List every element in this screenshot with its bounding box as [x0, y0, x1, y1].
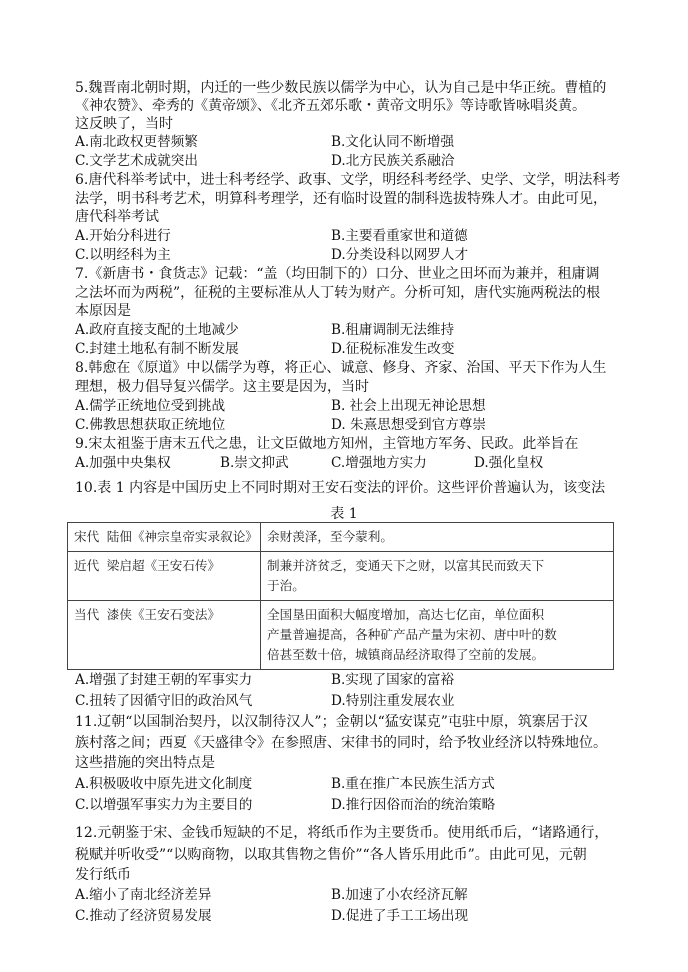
q12-option-a: A.缩小了南北经济差异 — [75, 887, 212, 903]
q6-stem-line-3: 唐代科举考试 — [75, 209, 159, 225]
q10-option-d: D.特别注重发展农业 — [331, 693, 455, 709]
q7-stem-line-3: 本原因是 — [75, 303, 131, 319]
q11-stem-line-2: 族村落之间；西夏《天盛律令》在参照唐、宋律书的同时，给予牧业经济以特殊地位。 — [75, 735, 607, 751]
q8-option-b: B. 社会上出现无神论思想 — [331, 398, 486, 414]
q7-option-d: D.征税标准发生改变 — [331, 341, 455, 357]
q10-stem-line-1: 10.表 1 内容是中国历史上不同时期对王安石变法的评价。这些评价普遍认为，该变法 — [75, 480, 606, 496]
q9-option-b: B.崇文抑武 — [220, 455, 289, 471]
table-row — [68, 523, 614, 552]
q8-option-d: D. 朱熹思想受到官方尊崇 — [331, 417, 486, 433]
q8-option-c: C.佛教思想获取正统地位 — [75, 417, 226, 433]
table-cell-source: 近代 梁启超《王安石传》 — [68, 552, 261, 601]
q5-stem-line-2: 《神农赞》、牵秀的《黄帝颂》、《北齐五郊乐歌・黄帝文明乐》等诗歌皆咏唱炎黄。 — [75, 98, 586, 114]
q9-option-d: D.强化皇权 — [474, 455, 544, 471]
q6-stem-line-1: 6.唐代科举考试中，进士科考经学、政事、文学，明经科考经学、史学、文学，明法科考 — [75, 172, 621, 188]
q11-stem-line-3: 这些措施的突出特点是 — [75, 755, 215, 771]
table-cell-source: 宋代 陆佃《神宗皇帝实录叙论》 — [68, 523, 261, 552]
q11-stem-line-1: 11.辽朝“以国制治契丹，以汉制待汉人”；金朝以“猛安谋克”屯驻中原，筑寨居于汉 — [75, 714, 588, 730]
q7-option-c: C.封建土地私有制不断发展 — [75, 341, 239, 357]
q8-stem-line-2: 理想，极力倡导复兴儒学。这主要是因为，当时 — [75, 379, 369, 395]
table-cell-text — [261, 601, 614, 670]
q11-option-b: B.重在推广本民族生活方式 — [331, 776, 495, 792]
table-row — [68, 552, 614, 601]
q10-option-a: A.增强了封建王朝的军事实力 — [75, 672, 253, 688]
table-row — [68, 601, 614, 670]
q12-stem-line-2: 税赋并听收受”“以购商物，以取其售物之售价”“各人皆乐用此币”。由此可见，元朝 — [75, 847, 587, 863]
table-cell-text-line: 于治。 — [267, 578, 305, 593]
table-cell-text-line: 产量普遍提高，各种矿产品产量为宋初、唐中叶的数 — [267, 627, 557, 642]
q12-option-b: B.加速了小农经济瓦解 — [331, 887, 468, 903]
evaluation-table — [67, 522, 614, 670]
q8-stem-line-1: 8.韩愈在《原道》中以儒学为尊，将正心、诚意、修身、齐家、治国、平天下作为人生 — [75, 360, 607, 376]
q6-option-c: C.以明经科为主 — [75, 247, 171, 263]
q11-option-a: A.积极吸收中原先进文化制度 — [75, 776, 253, 792]
table-caption: 表 1 — [330, 506, 358, 522]
q9-option-c: C.增强地方实力 — [331, 455, 427, 471]
q8-option-a: A.儒学正统地位受到挑战 — [75, 398, 226, 414]
q11-option-c: C.以增强军事实力为主要目的 — [75, 797, 253, 813]
q9-option-a: A.加强中央集权 — [75, 455, 171, 471]
table-cell-text — [261, 552, 614, 601]
table-cell-text-line: 全国垦田面积大幅度增加，高达七亿亩，单位面积 — [267, 607, 545, 622]
q5-option-c: C.文学艺术成就突出 — [75, 153, 198, 169]
table-cell-source: 当代 漆侠《王安石变法》 — [68, 601, 261, 670]
q10-option-c: C.扭转了因循守旧的政治风气 — [75, 693, 253, 709]
q7-option-b: B.租庸调制无法维持 — [331, 322, 455, 338]
q6-option-d: D.分类设科以网罗人才 — [331, 247, 469, 263]
q12-stem-line-1: 12.元朝鉴于宋、金钱币短缺的不足，将纸币作为主要货币。使用纸币后，“诸路通行， — [75, 825, 609, 841]
table-cell-text-line: 制兼并济贫乏，变通天下之财，以富其民而致天下 — [267, 558, 545, 573]
q5-option-d: D.北方民族关系融洽 — [331, 153, 455, 169]
q9-stem-line-1: 9.宋太祖鉴于唐末五代之患，让文臣做地方知州，主管地方军务、民政。此举旨在 — [75, 436, 579, 452]
q7-stem-line-1: 7.《新唐书・食货志》记载：“盖（均田制下的）口分、世业之田坏而为兼并，租庸调 — [75, 266, 600, 282]
q5-option-a: A.南北政权更替频繁 — [75, 134, 198, 150]
q6-option-b: B.主要看重家世和道德 — [331, 228, 468, 244]
q5-option-b: B.文化认同不断增强 — [331, 134, 455, 150]
q12-option-d: D.促进了手工工场出现 — [331, 908, 469, 924]
q10-option-b: B.实现了国家的富裕 — [331, 672, 455, 688]
table-cell-text-line: 倍甚至数十倍，城镇商品经济取得了空前的发展。 — [267, 647, 545, 662]
q6-option-a: A.开始分科进行 — [75, 228, 171, 244]
q5-stem-line-1: 5.魏晋南北朝时期，内迁的一些少数民族以儒学为中心，认为自己是中华正统。曹植的 — [75, 80, 607, 96]
q6-stem-line-2: 法学，明书科考艺术，明算科考理学，还有临时设置的制科选拔特殊人才。由此可见， — [75, 191, 607, 207]
q11-option-d: D.推行因俗而治的统治策略 — [331, 797, 496, 813]
table-cell-text-line: 余财羡泽，至今蒙利。 — [267, 529, 393, 544]
q5-stem-line-3: 这反映了，当时 — [75, 116, 173, 132]
q12-option-c: C.推动了经济贸易发展 — [75, 908, 212, 924]
q7-stem-line-2: 之法坏而为两税”，征税的主要标准从人丁转为财产。分析可知，唐代实施两税法的根 — [75, 285, 601, 301]
q7-option-a: A.政府直接支配的土地减少 — [75, 322, 239, 338]
q12-stem-line-3: 发行纸币 — [75, 867, 131, 883]
table-cell-text — [261, 523, 614, 552]
